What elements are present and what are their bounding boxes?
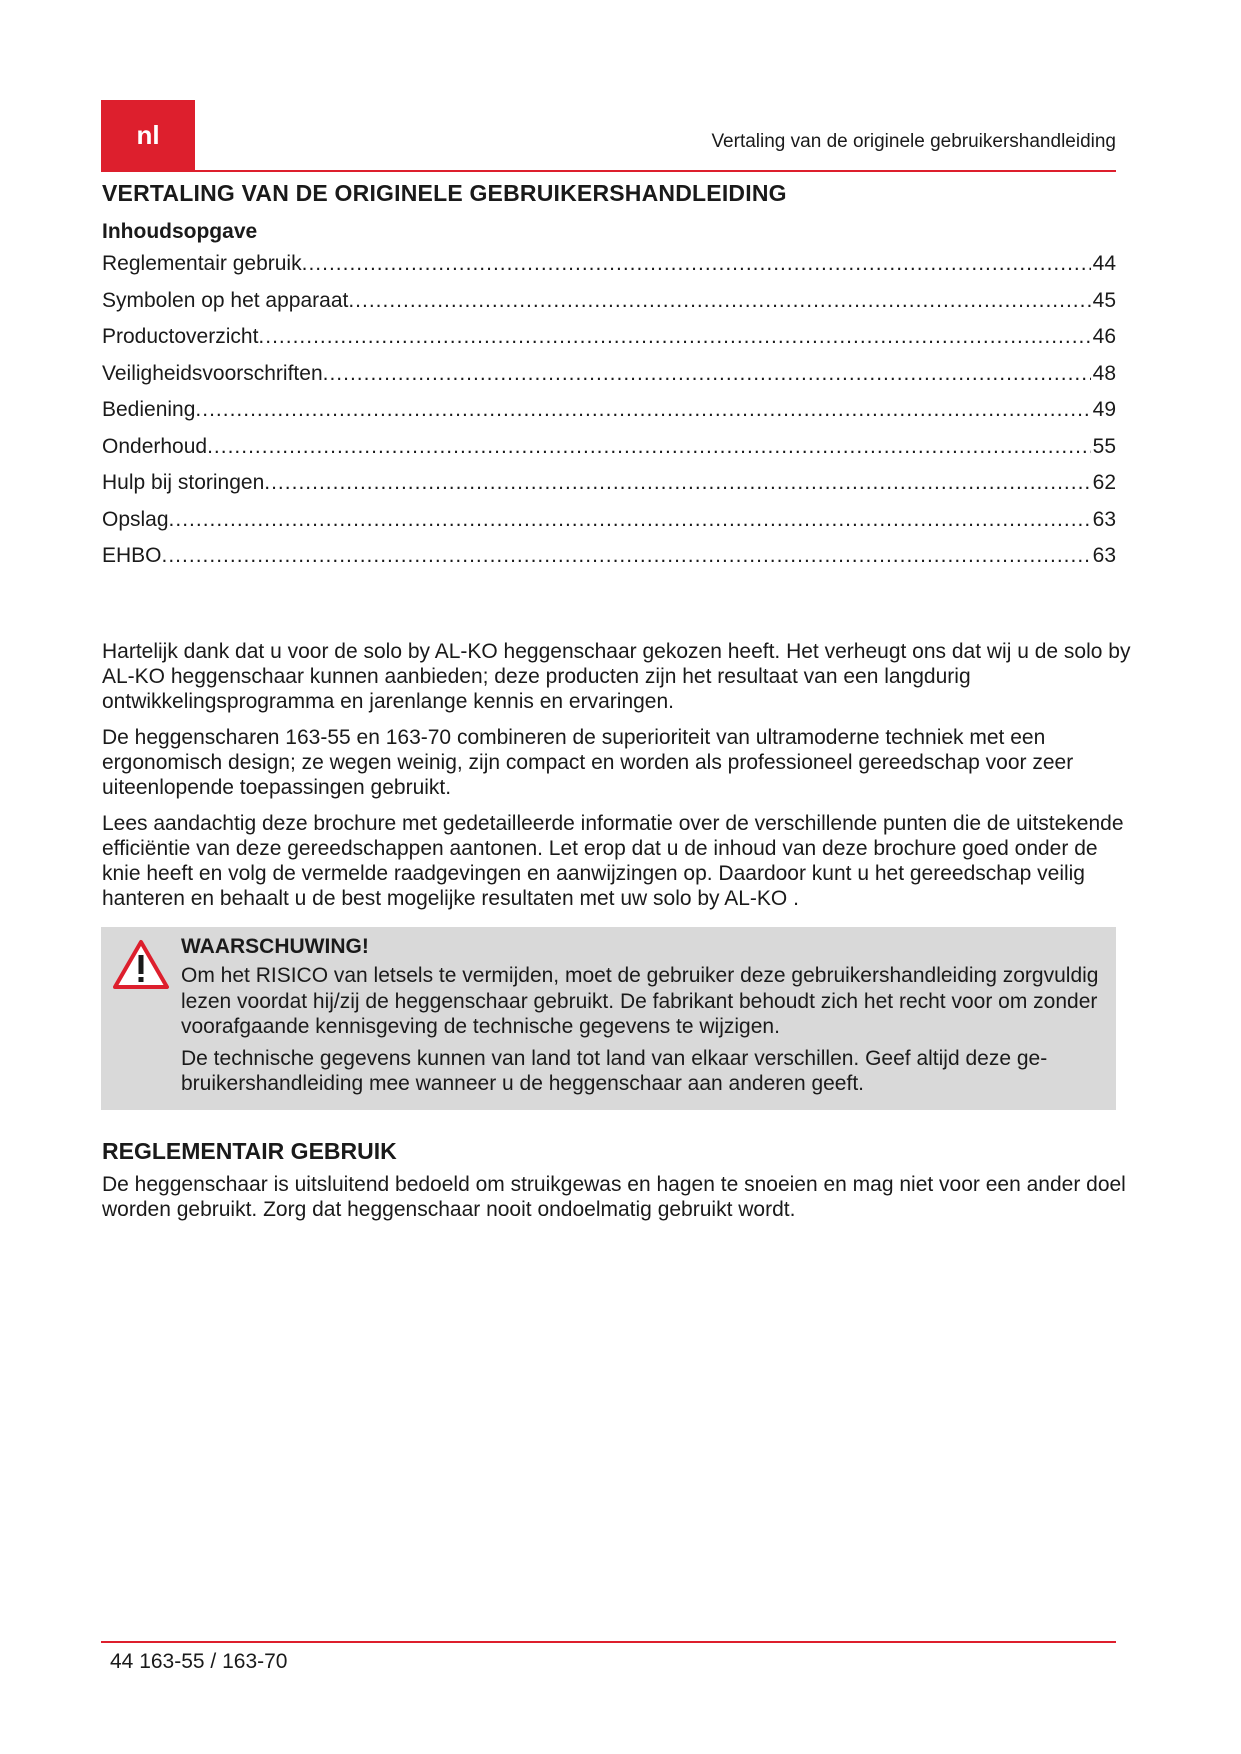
toc-entry[interactable] bbox=[102, 471, 1116, 508]
warning-title: WAARSCHUWING! bbox=[181, 935, 369, 958]
toc-entry-label: Symbolen op het apparaat bbox=[102, 288, 349, 312]
toc-entry-label: Reglementair gebruik bbox=[102, 252, 302, 275]
toc-entry[interactable] bbox=[102, 544, 1116, 581]
toc-entry[interactable] bbox=[102, 362, 1116, 399]
toc-entry[interactable] bbox=[102, 289, 1116, 326]
toc-entry-label: Hulp bij storingen bbox=[102, 471, 265, 494]
toc-leader-dots bbox=[323, 362, 1091, 386]
intro-paragraph: Lees aandachtig deze brochure met gedetailleerde informatie over de verschillende punten die de uitstekende efficiëntie van deze gereedschappen aantonen. Let erop dat u de inhoud van deze brochure goed onder de knie heeft en volg de vermelde raadgevingen en aanwijzingen op. Daardoor kunt u het gereedschap veilig hanteren en behaalt u de best mogelijke resultaten met uw solo by AL-KO . bbox=[102, 812, 1124, 910]
toc-entry-page: 45 bbox=[1092, 288, 1116, 312]
footer-divider bbox=[101, 1641, 1116, 1643]
toc-entry[interactable] bbox=[102, 435, 1116, 472]
section-title: REGLEMENTAIR GEBRUIK bbox=[102, 1138, 397, 1164]
toc-entry[interactable] bbox=[102, 508, 1116, 545]
running-header-title: Vertaling van de originele gebruikershandleiding bbox=[711, 131, 1116, 152]
intro-paragraph: Hartelijk dank dat u voor de solo by AL-KO heggenschaar gekozen heeft. Het verheugt ons dat wij u de solo by AL-KO heggenschaar kunnen aanbieden; deze producten zijn het resultaat van een langdurig ontwikkelingsprogramma en jarenlange kennis en ervaringen. bbox=[102, 640, 1131, 713]
toc-entry[interactable] bbox=[102, 252, 1116, 289]
toc-leader-dots bbox=[264, 471, 1090, 495]
toc-entry-label: Opslag bbox=[102, 507, 169, 531]
toc-entry-page: 62 bbox=[1092, 471, 1116, 494]
warning-paragraph: De technische gegevens kunnen van land tot land van elkaar verschillen. Geef altijd deze gebruikershandleiding mee wanneer u de heggenschaar aan anderen geeft. bbox=[181, 1046, 1048, 1095]
header-divider bbox=[101, 170, 1116, 172]
toc-entry-page: 48 bbox=[1092, 361, 1116, 385]
intro-paragraph: De heggenscharen 163-55 en 163-70 combineren de superioriteit van ultramoderne techniek met een ergonomisch design; ze wegen weinig, zijn compact en worden als professioneel gereedschap voor zeer uiteenlopende toepassingen gebruikt. bbox=[102, 726, 1074, 799]
toc-entry-page: 63 bbox=[1092, 507, 1116, 531]
footer-page-info: 44 163-55 / 163-70 bbox=[110, 1650, 288, 1673]
warning-box bbox=[101, 927, 1116, 1110]
toc-entry-page: 46 bbox=[1092, 325, 1116, 348]
warning-content bbox=[181, 935, 1106, 1103]
intro-text bbox=[102, 639, 1137, 922]
toc-entry-page: 63 bbox=[1092, 544, 1116, 567]
language-code: nl bbox=[136, 119, 160, 150]
toc-leader-dots bbox=[169, 508, 1091, 532]
toc-entry-page: 55 bbox=[1092, 434, 1116, 458]
toc-heading: Inhoudsopgave bbox=[102, 220, 258, 243]
toc-leader-dots bbox=[207, 435, 1091, 459]
toc-entry-label: Veiligheidsvoorschriften bbox=[102, 361, 323, 385]
toc-entry-label: Productoverzicht bbox=[102, 325, 259, 348]
language-tab bbox=[101, 100, 195, 170]
toc-entry[interactable] bbox=[102, 398, 1116, 435]
toc-entry[interactable] bbox=[102, 325, 1116, 362]
table-of-contents bbox=[102, 252, 1116, 581]
document-title: VERTALING VAN DE ORIGINELE GEBRUIKERSHANDLEIDING bbox=[102, 180, 787, 206]
toc-entry-page: 44 bbox=[1092, 252, 1116, 275]
toc-leader-dots bbox=[302, 252, 1091, 276]
toc-entry-label: Onderhoud bbox=[102, 434, 208, 458]
section-body: De heggenschaar is uitsluitend bedoeld om struikgewas en hagen te snoeien en mag niet voor een ander doel worden gebruikt. Zorg dat heggenschaar nooit ondoelmatig gebruikt wordt. bbox=[102, 1173, 1126, 1221]
toc-leader-dots bbox=[348, 289, 1090, 313]
toc-leader-dots bbox=[162, 544, 1091, 568]
toc-entry-label: EHBO bbox=[102, 544, 162, 567]
toc-entry-label: Bediening bbox=[102, 398, 196, 421]
toc-leader-dots bbox=[258, 325, 1090, 349]
warning-paragraph: Om het RISICO van letsels te vermijden, moet de gebruiker deze gebruikershandleiding zorgvuldig lezen voordat hij/zij de heggenschaar gebruikt. De fabrikant behoudt zich het recht voor om zonder voorafgaande kennisgeving de technische gegevens te wijzigen. bbox=[181, 964, 1099, 1038]
toc-entry-page: 49 bbox=[1092, 398, 1116, 421]
toc-leader-dots bbox=[195, 398, 1090, 422]
warning-triangle-icon bbox=[112, 939, 170, 991]
